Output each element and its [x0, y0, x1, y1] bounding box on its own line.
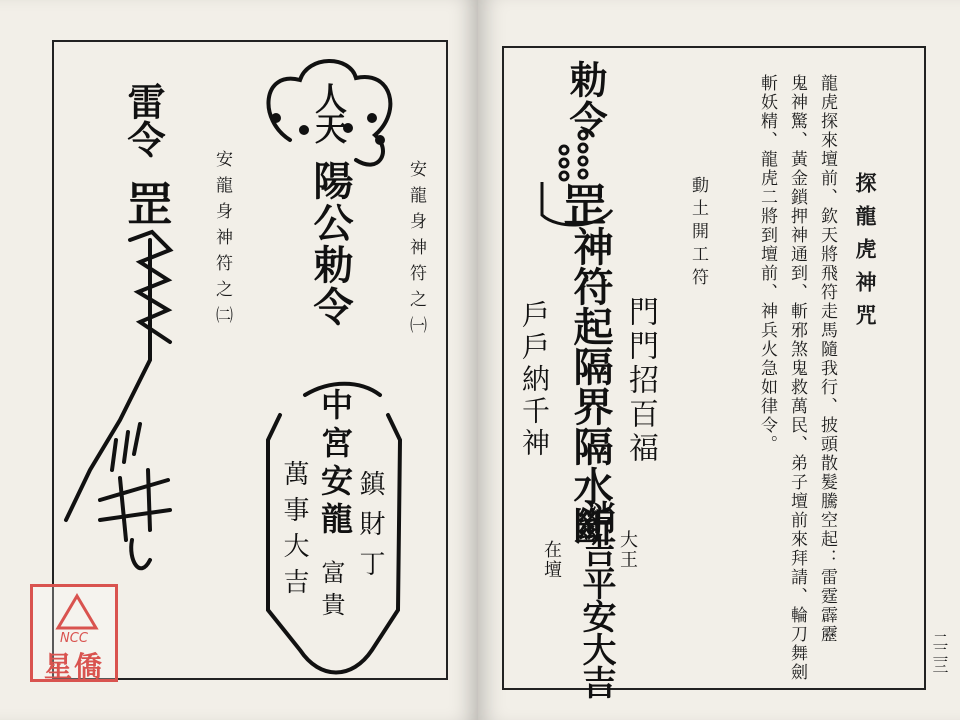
talisman-1-side-b: 富貴	[317, 560, 345, 624]
talisman-1-side-a: 鎮財丁	[355, 470, 385, 590]
right-talisman-col-b: 戶戶納千神	[518, 300, 551, 460]
watermark-name: 星僑	[43, 650, 104, 683]
triangle-logo-icon	[55, 593, 99, 631]
talisman-2-top: 雷令	[121, 82, 165, 158]
watermark-abbr: NCC	[60, 631, 88, 646]
talisman-1-side-c: 萬事大吉	[279, 460, 309, 604]
talisman-2-main: 罡	[120, 180, 174, 226]
right-talisman-main: 神符起隔界隔水斷	[567, 226, 613, 546]
chant-line-3: 斬妖精、龍虎二將到壇前、神兵火急如律令。	[757, 74, 777, 454]
talisman-caption-3: 動土開工符	[688, 176, 708, 291]
talisman-caption-2: 安龍身神符之㈡	[212, 150, 232, 332]
talisman-caption-1: 安龍身神符之㈠	[406, 160, 426, 342]
page-number: 二二三	[930, 632, 949, 671]
talisman-1-top: 人天	[310, 82, 348, 142]
right-talisman-mid: 罡	[555, 182, 606, 226]
watermark-seal	[30, 584, 118, 682]
chant-line-2: 鬼神驚、黃金鎖押神通到、斬邪煞鬼救萬民、弟子壇前來拜請、輪刀舞劍	[787, 74, 807, 682]
talisman-1-main: 陽公勅令	[307, 160, 353, 328]
chant-title: 探龍虎神咒	[853, 172, 878, 337]
right-talisman-small-a: 大王	[617, 530, 638, 570]
right-talisman-col-a: 門門招百福	[623, 296, 658, 466]
right-talisman-small-b: 在壇	[541, 540, 562, 580]
right-talisman-end: 消吉平安大吉	[576, 500, 616, 698]
right-talisman-top: 勅令	[563, 60, 607, 140]
talisman-1-sub: 中宮安龍	[316, 388, 354, 540]
right-page	[478, 0, 960, 720]
chant-line-1: 龍虎探來壇前、欽天將飛符走馬隨我行、披頭散髮騰空起：雷霆霹靂	[817, 74, 837, 644]
